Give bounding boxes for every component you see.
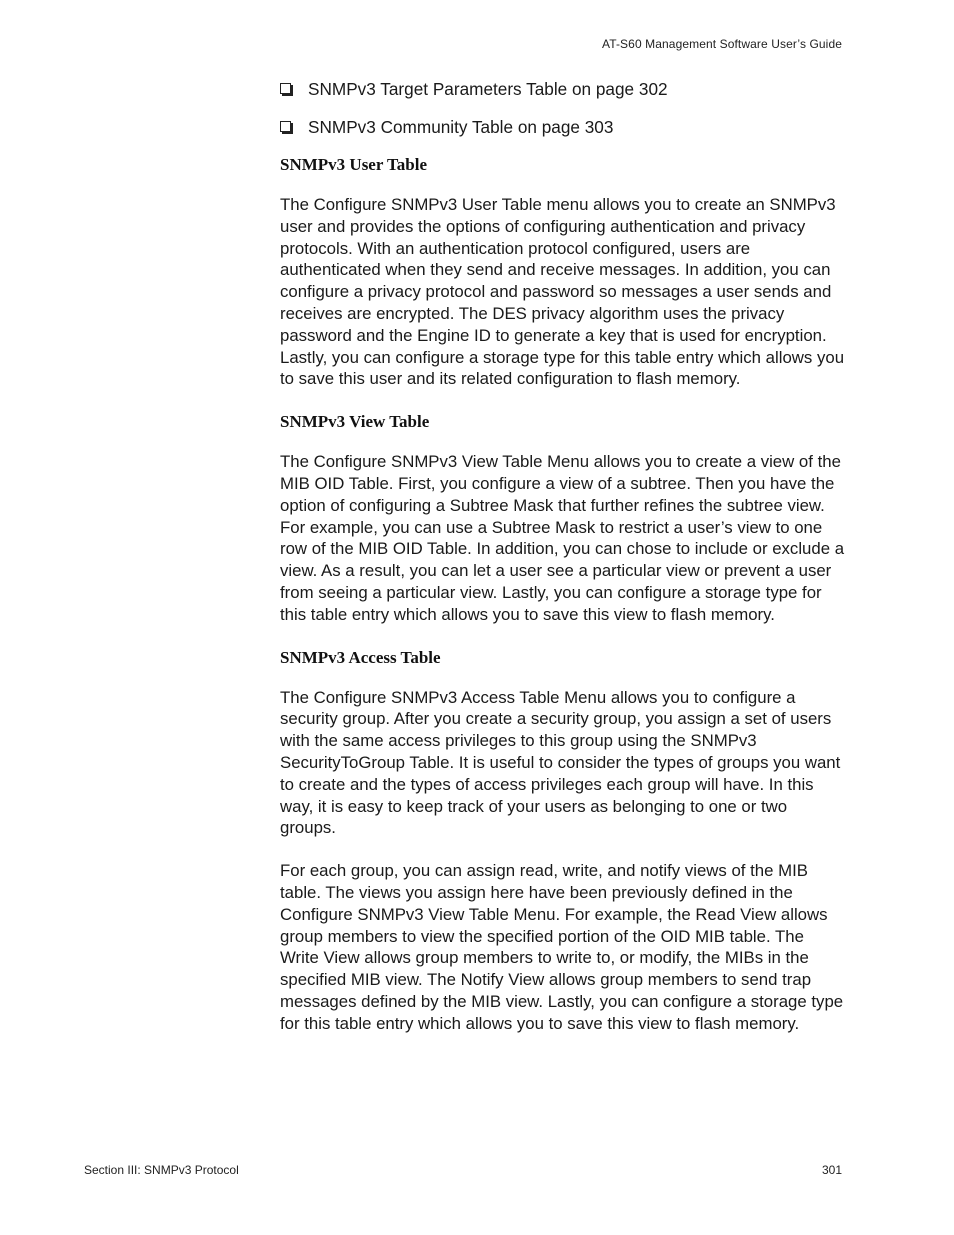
body-paragraph: The Configure SNMPv3 Access Table Menu allows you to configure a security group. After you create a security group, you assign a set of users with the same access privileges to this group using the SNMPv3 SecurityToGroup Table. It is useful to consider the types of groups you want to create and the types of access privileges each group will have. In this way, it is easy to keep track of your users as belonging to one or two groups. bbox=[280, 687, 841, 838]
section-access-table bbox=[280, 647, 845, 1035]
body-paragraph: The Configure SNMPv3 View Table Menu allows you to create a view of the MIB OID Table. First, you configure a view of a subtree. Then you have the option of configuring a Subtree Mask that further refines the subtree view. For example, you can use a Subtree Mask to restrict a user’s view to one row of the MIB OID Table. In addition, you can chose to include or exclude a view. As a result, you can let a user see a particular view or prevent a user from seeing a particular view. Lastly, you can configure a storage type for this table entry which allows you to save this view to flash memory. bbox=[280, 452, 845, 624]
section-heading: SNMPv3 Access Table bbox=[280, 647, 441, 667]
page-number: 301 bbox=[821, 1163, 842, 1177]
list-item-label: SNMPv3 Target Parameters Table on page 302 bbox=[308, 79, 668, 99]
section-user-table bbox=[280, 154, 845, 390]
checkbox-bullet-icon bbox=[280, 83, 291, 94]
list-item[interactable] bbox=[308, 116, 845, 138]
section-heading: SNMPv3 User Table bbox=[280, 155, 428, 174]
list-item[interactable] bbox=[308, 78, 845, 100]
checkbox-bullet-icon bbox=[280, 121, 291, 132]
page-content bbox=[280, 78, 845, 1056]
cross-reference-list bbox=[280, 78, 845, 138]
body-paragraph: The Configure SNMPv3 User Table menu allows you to create an SNMPv3 user and provides the options of configuring authentication and privacy protocols. With an authentication protocol configured, users are authenticated when they send and receive messages. In addition, you can configure a privacy protocol and password so messages a user sends and receives are encrypted. The DES privacy algorithm uses the privacy password and the Engine ID to generate a key that is used for encryption. Lastly, you can configure a storage type for this table entry which allows you to save this user and its related configuration to flash memory. bbox=[280, 195, 845, 389]
running-footer bbox=[84, 1163, 842, 1177]
running-header bbox=[602, 37, 842, 51]
guide-title: AT-S60 Management Software User’s Guide bbox=[601, 37, 842, 51]
body-paragraph: For each group, you can assign read, write, and notify views of the MIB table. The views you assign here have been previously defined in the Configure SNMPv3 View Table Menu. For example, the Read View allows group members to view the specified portion of the OID MIB table. The Write View allows group members to write to, or modify, the MIBs in the specified MIB view. The Notify View allows group members to send trap messages defined by the MIB view. Lastly, you can configure a storage type for this table entry which allows you to save this view to flash memory. bbox=[280, 861, 844, 1033]
list-item-label: SNMPv3 Community Table on page 303 bbox=[308, 117, 614, 137]
section-heading: SNMPv3 View Table bbox=[280, 412, 430, 432]
section-view-table bbox=[280, 411, 845, 625]
footer-section-label: Section III: SNMPv3 Protocol bbox=[84, 1163, 239, 1177]
